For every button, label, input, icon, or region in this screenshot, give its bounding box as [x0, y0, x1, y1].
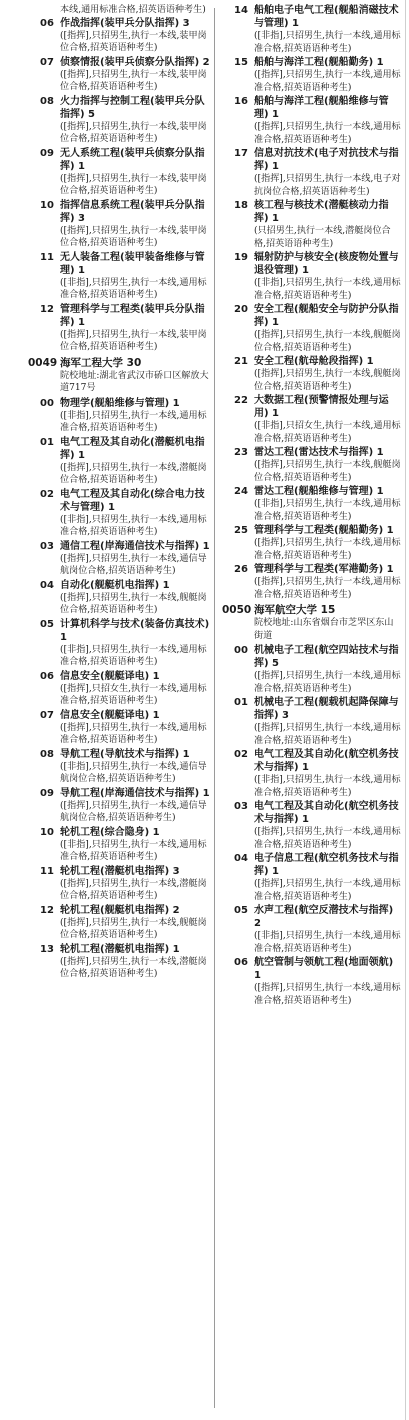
program-entry — [28, 787, 210, 825]
program-note: ([指挥],只招男生,执行一本线,装甲岗位合格,招英语语种考生) — [60, 69, 207, 92]
program-entry — [222, 56, 402, 94]
program-code: 23 — [234, 447, 248, 458]
program-entry — [222, 251, 402, 302]
program-note: ([指挥],只招男生,执行一本线,舰艇岗位合格,招英语语种考生) — [254, 460, 401, 483]
column-divider — [214, 8, 215, 1408]
program-name: 指挥信息系统工程(装甲兵分队指挥) 3 — [60, 199, 205, 224]
program-code: 04 — [234, 853, 248, 864]
university-name: 海军工程大学 30 — [60, 356, 142, 369]
program-name: 轮机工程(潜艇机电指挥) 1 — [60, 943, 180, 955]
program-entry — [28, 618, 210, 669]
university-header — [28, 356, 210, 395]
university-address: 院校地址:山东省烟台市芝罘区东山街道 — [254, 618, 394, 641]
program-name: 电子信息工程(航空机务技术与指挥) 1 — [254, 853, 399, 877]
program-name: 计算机科学与技术(装备仿真技术) 1 — [60, 618, 210, 643]
program-note: ([指挥],只招女生,执行一本线,通用标准合格,招英语语种考生) — [60, 683, 207, 706]
program-name: 管理科学与工程类(舰船勤务) 1 — [254, 525, 394, 536]
program-entry — [222, 95, 402, 146]
program-note: ([非指],只招男生,执行一本线,通用标准合格,招英语语种考生) — [60, 410, 207, 433]
program-code: 15 — [234, 57, 248, 68]
program-note: ([指挥],只招男生,执行一本线,通用标准合格,招英语语种考生) — [254, 983, 401, 1006]
program-code: 14 — [234, 5, 248, 16]
program-entry — [222, 800, 402, 851]
right-column — [222, 4, 402, 1008]
program-code: 02 — [234, 749, 248, 760]
program-code: 09 — [40, 147, 54, 159]
program-code: 06 — [40, 17, 54, 29]
program-note: ([非指],只招男生,执行一本线,通用标准合格,招英语语种考生) — [254, 278, 401, 301]
program-name: 电气工程及其自动化(航空机务技术与指挥) 1 — [254, 801, 399, 825]
program-code: 26 — [234, 564, 248, 575]
program-name: 信息对抗技术(电子对抗技术与指挥) 1 — [254, 148, 399, 172]
program-note: ([指挥],只招男生,执行一本线,通信导航岗位合格,招英语语种考生) — [60, 553, 207, 576]
program-note: ([非指],只招女生,执行一本线,通用标准合格,招英语语种考生) — [254, 421, 401, 444]
program-name: 水声工程(航空反潜技术与指挥) 2 — [254, 905, 394, 929]
program-name: 轮机工程(潜艇机电指挥) 3 — [60, 865, 180, 877]
program-code: 20 — [234, 304, 248, 315]
program-note: ([指挥],只招男生,执行一本线,装甲岗位合格,招英语语种考生) — [60, 173, 207, 196]
program-entry — [28, 397, 210, 435]
program-note: ([非指],只招男生,执行一本线,通用标准合格,招英语语种考生) — [254, 931, 401, 954]
program-entry — [28, 579, 210, 617]
program-list — [222, 644, 402, 1007]
program-name: 信息安全(舰艇译电) 1 — [60, 670, 160, 682]
program-code: 13 — [40, 943, 54, 955]
program-entry — [222, 696, 402, 747]
program-name: 通信工程(岸海通信技术与指挥) 1 — [60, 540, 210, 552]
program-code: 03 — [40, 540, 54, 552]
program-code: 07 — [40, 56, 54, 68]
program-entry — [28, 826, 210, 864]
program-name: 管理科学与工程类(装甲兵分队指挥) 1 — [60, 303, 205, 328]
university-code: 0049 — [28, 356, 58, 369]
program-name: 轮机工程(舰艇机电指挥) 2 — [60, 904, 180, 916]
program-entry — [28, 147, 210, 198]
continuation-text: 本线,通用标准合格,招英语语种考生) — [60, 5, 206, 15]
program-entry — [222, 748, 402, 799]
program-code: 05 — [40, 618, 54, 630]
university-header — [222, 603, 402, 642]
program-name: 无人系统工程(装甲兵侦察分队指挥) 1 — [60, 147, 205, 172]
program-code: 05 — [234, 905, 248, 916]
university-name: 海军航空大学 15 — [254, 604, 336, 616]
program-note: ([非指],只招男生,执行一本线,通用标准合格,招英语语种考生) — [254, 775, 401, 798]
program-entry — [222, 355, 402, 393]
program-entry — [28, 56, 210, 94]
program-code: 16 — [234, 96, 248, 107]
program-entry — [28, 303, 210, 354]
program-note: ([指挥],只招男生,执行一本线,通用标准合格,招英语语种考生) — [254, 70, 401, 93]
program-code: 24 — [234, 486, 248, 497]
program-code: 03 — [234, 801, 248, 812]
program-note: ([指挥],只招男生,执行一本线,通用标准合格,招英语语种考生) — [60, 722, 207, 745]
program-entry — [28, 670, 210, 708]
program-entry — [222, 147, 402, 198]
program-note: ([指挥],只招男生,执行一本线,装甲岗位合格,招英语语种考生) — [60, 30, 207, 53]
program-name: 电气工程及其自动化(潜艇机电指挥) 1 — [60, 436, 205, 461]
program-name: 作战指挥(装甲兵分队指挥) 3 — [60, 17, 190, 29]
program-note: ([指挥],只招男生,执行一本线,舰艇岗位合格,招英语语种考生) — [60, 917, 207, 940]
program-name: 雷达工程(雷达技术与指挥) 1 — [254, 447, 384, 458]
program-note: ([非指],只招男生,执行一本线,通用标准合格,招英语语种考生) — [60, 514, 207, 537]
program-note: ([指挥],只招男生,执行一本线,潜艇岗位合格,招英语语种考生) — [60, 956, 207, 979]
program-name: 火力指挥与控制工程(装甲兵分队指挥) 5 — [60, 95, 205, 120]
university-code: 0050 — [222, 604, 252, 616]
program-name: 航空管制与领航工程(地面领航) 1 — [254, 957, 394, 981]
program-entry — [28, 748, 210, 786]
program-entry — [28, 436, 210, 487]
program-name: 船舶与海洋工程(舰船维修与管理) 1 — [254, 96, 389, 120]
program-note: ([指挥],只招男生,执行一本线,舰艇岗位合格,招英语语种考生) — [254, 369, 401, 392]
program-name: 导航工程(导航技术与指挥) 1 — [60, 748, 190, 760]
program-name: 电气工程及其自动化(综合电力技术与管理) 1 — [60, 488, 205, 513]
program-code: 12 — [40, 303, 54, 315]
program-name: 物理学(舰船维修与管理) 1 — [60, 397, 180, 409]
program-code: 11 — [40, 865, 54, 877]
program-code: 17 — [234, 148, 248, 159]
program-note: ([非指],只招男生,执行一本线,通用标准合格,招英语语种考生) — [254, 499, 401, 522]
program-code: 19 — [234, 252, 248, 263]
program-entry — [28, 199, 210, 250]
program-note: ([非指],只招男生,执行一本线,通用标准合格,招英语语种考生) — [60, 277, 207, 300]
program-name: 机械电子工程(航空四站技术与指挥) 5 — [254, 645, 399, 669]
program-entry — [222, 4, 402, 55]
program-code: 08 — [40, 748, 54, 760]
program-code: 10 — [40, 199, 54, 211]
program-note: ([非指],只招男生,执行一本线,通用标准合格,招英语语种考生) — [60, 839, 207, 862]
program-note: ([指挥],只招男生,执行一本线,通用标准合格,招英语语种考生) — [254, 879, 401, 902]
program-entry — [222, 956, 402, 1007]
program-name: 船舶电子电气工程(舰船消磁技术与管理) 1 — [254, 5, 399, 29]
program-note: ([指挥],只招男生,执行一本线,通用标准合格,招英语语种考生) — [254, 671, 401, 694]
program-list — [222, 4, 402, 601]
program-code: 11 — [40, 251, 54, 263]
program-entry — [28, 95, 210, 146]
program-entry — [222, 524, 402, 562]
program-name: 管理科学与工程类(军港勤务) 1 — [254, 564, 394, 575]
program-name: 无人装备工程(装甲装备维修与管理) 1 — [60, 251, 205, 276]
program-code: 12 — [40, 904, 54, 916]
program-code: 01 — [40, 436, 54, 448]
program-entry — [28, 904, 210, 942]
program-name: 核工程与核技术(潜艇核动力指挥) 1 — [254, 200, 389, 224]
page-edge-line — [405, 0, 406, 1420]
program-entry — [28, 488, 210, 539]
program-note: ([指挥],只招男生,执行一本线,通用标准合格,招英语语种考生) — [254, 827, 401, 850]
program-note: (只招男生,执行一本线,潜艇岗位合格,招英语语种考生) — [254, 226, 391, 249]
program-name: 信息安全(舰艇译电) 1 — [60, 709, 160, 721]
program-code: 00 — [40, 397, 54, 409]
program-name: 导航工程(岸海通信技术与指挥) 1 — [60, 787, 210, 799]
program-name: 安全工程(舰船安全与防护分队指挥) 1 — [254, 304, 399, 328]
program-code: 00 — [234, 645, 248, 656]
program-name: 轮机工程(综合隐身) 1 — [60, 826, 160, 838]
program-entry — [28, 251, 210, 302]
left-column — [28, 4, 210, 982]
program-name: 安全工程(航母舱段指挥) 1 — [254, 356, 374, 367]
program-name: 辐射防护与核安全(核废物处置与退役管理) 1 — [254, 252, 399, 276]
program-entry — [28, 943, 210, 981]
program-note: ([指挥],只招男生,执行一本线,舰艇岗位合格,招英语语种考生) — [60, 592, 207, 615]
program-note: ([指挥],只招男生,执行一本线,装甲岗位合格,招英语语种考生) — [60, 329, 207, 352]
program-code: 06 — [40, 670, 54, 682]
program-list — [28, 17, 210, 354]
program-note: ([指挥],只招男生,执行一本线,通信导航岗位合格,招英语语种考生) — [60, 800, 207, 823]
program-note: ([指挥],只招男生,执行一本线,装甲岗位合格,招英语语种考生) — [60, 121, 207, 144]
program-name: 大数据工程(预警情报处理与运用) 1 — [254, 395, 389, 419]
program-note: ([指挥],只招男生,执行一本线,潜艇岗位合格,招英语语种考生) — [60, 462, 207, 485]
program-code: 07 — [40, 709, 54, 721]
program-code: 01 — [234, 697, 248, 708]
program-list — [28, 397, 210, 981]
program-entry — [222, 852, 402, 903]
program-note: ([指挥],只招男生,执行一本线,通用标准合格,招英语语种考生) — [254, 122, 401, 145]
program-code: 04 — [40, 579, 54, 591]
program-entry — [222, 904, 402, 955]
program-entry — [28, 709, 210, 747]
program-name: 机械电子工程(舰载机起降保障与指挥) 3 — [254, 697, 399, 721]
program-code: 18 — [234, 200, 248, 211]
program-name: 侦察情报(装甲兵侦察分队指挥) 2 — [60, 56, 210, 68]
program-note: ([非指],只招男生,执行一本线,通用标准合格,招英语语种考生) — [254, 31, 401, 54]
program-name: 雷达工程(舰船维修与管理) 1 — [254, 486, 384, 497]
program-note: ([指挥],只招男生,执行一本线,通用标准合格,招英语语种考生) — [254, 577, 401, 600]
program-note: ([指挥],只招男生,执行一本线,潜艇岗位合格,招英语语种考生) — [60, 878, 207, 901]
program-code: 06 — [234, 957, 248, 968]
program-entry — [222, 446, 402, 484]
program-note: ([指挥],只招男生,执行一本线,舰艇岗位合格,招英语语种考生) — [254, 330, 401, 353]
program-code: 25 — [234, 525, 248, 536]
program-entry — [222, 199, 402, 250]
program-note: ([非指],只招男生,执行一本线,通信导航岗位合格,招英语语种考生) — [60, 761, 207, 784]
program-code: 10 — [40, 826, 54, 838]
program-note: ([指挥],只招男生,执行一本线,通用标准合格,招英语语种考生) — [254, 723, 401, 746]
program-entry — [222, 485, 402, 523]
program-name: 自动化(舰艇机电指挥) 1 — [60, 579, 170, 591]
program-code: 08 — [40, 95, 54, 107]
program-code: 02 — [40, 488, 54, 500]
program-entry — [222, 563, 402, 601]
program-code: 22 — [234, 395, 248, 406]
program-note: ([指挥],只招男生,执行一本线,通用标准合格,招英语语种考生) — [254, 538, 401, 561]
program-entry — [28, 17, 210, 55]
program-note: ([指挥],只招男生,执行一本线,电子对抗岗位合格,招英语语种考生) — [254, 174, 401, 197]
program-entry — [28, 540, 210, 578]
program-note: ([非指],只招男生,执行一本线,通用标准合格,招英语语种考生) — [60, 644, 207, 667]
program-name: 船舶与海洋工程(舰船勤务) 1 — [254, 57, 384, 68]
program-entry — [222, 644, 402, 695]
program-name: 电气工程及其自动化(航空机务技术与指挥) 1 — [254, 749, 399, 773]
program-entry — [28, 865, 210, 903]
university-address: 院校地址:湖北省武汉市硚口区解放大道717号 — [60, 370, 209, 393]
program-entry — [222, 303, 402, 354]
program-code: 09 — [40, 787, 54, 799]
program-code: 21 — [234, 356, 248, 367]
program-entry — [222, 394, 402, 445]
program-note: ([指挥],只招男生,执行一本线,装甲岗位合格,招英语语种考生) — [60, 225, 207, 248]
